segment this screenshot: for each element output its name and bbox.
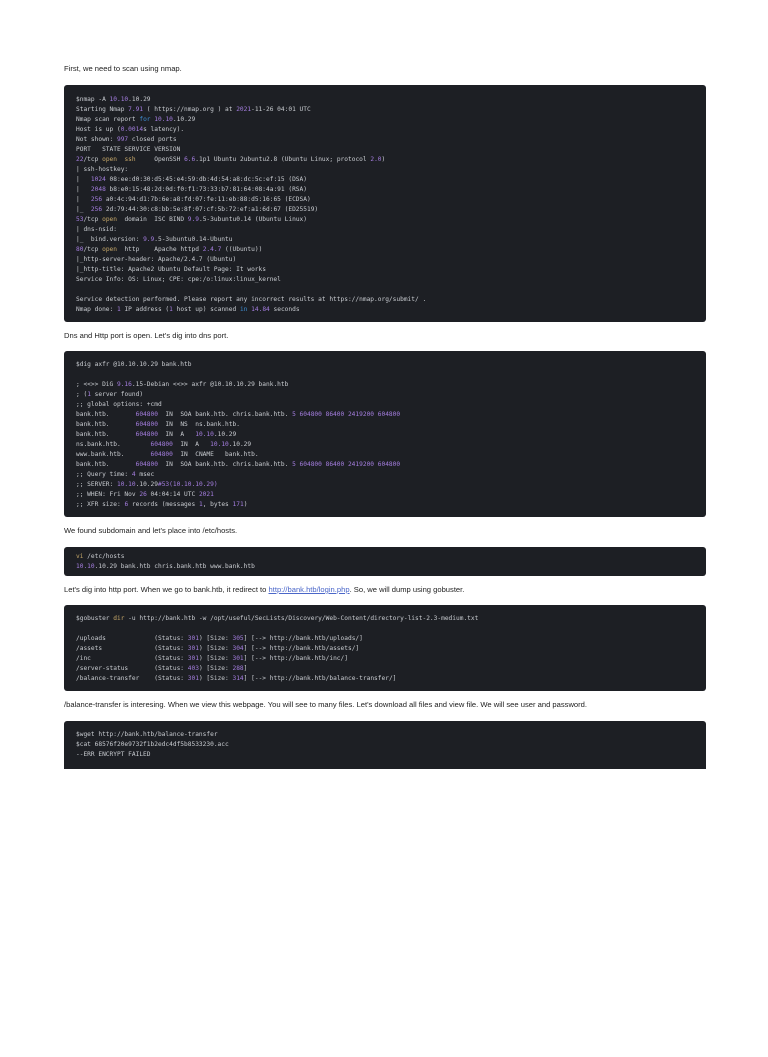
code-token: /etc/hosts bbox=[83, 553, 125, 560]
code-token: 2.0 bbox=[370, 156, 382, 163]
code-token: 80 bbox=[76, 246, 84, 253]
code-token: 08:ee:d0:30:d5:45:e4:59:db:4d:54:a8:dc:5c:ef:15 (DSA) bbox=[105, 176, 307, 183]
code-token: $wget http://bank.htb/balance-transfer bbox=[76, 731, 218, 738]
code-token: IN CNAME bank.htb. bbox=[172, 451, 259, 458]
code-token: ;; WHEN: Fri Nov bbox=[76, 491, 140, 498]
code-token: | bbox=[76, 186, 91, 193]
code-token: 1 bbox=[198, 501, 203, 508]
code-line bbox=[76, 215, 694, 225]
code-token: ] [--> http://bank.htb/inc/] bbox=[243, 655, 348, 662]
code-token: ) [Size: bbox=[198, 665, 233, 672]
code-token: 2021 bbox=[198, 491, 214, 498]
code-line bbox=[76, 235, 694, 245]
code-token: open bbox=[102, 246, 117, 253]
code-token: --ERR ENCRYPT FAILED bbox=[76, 751, 151, 758]
code-token: | ssh-hostkey: bbox=[76, 166, 129, 173]
code-line bbox=[76, 450, 694, 460]
code-token: Not shown: bbox=[76, 136, 117, 143]
code-token: 604800 bbox=[150, 451, 173, 458]
code-token: ;; SERVER: bbox=[76, 481, 117, 488]
code-line bbox=[76, 95, 694, 105]
code-line bbox=[76, 634, 694, 644]
code-line bbox=[76, 205, 694, 215]
code-line bbox=[76, 165, 694, 175]
code-token: 304 bbox=[232, 645, 244, 652]
code-token: Service Info: OS: Linux; CPE: cpe:/o:linux:linux_kernel bbox=[76, 276, 281, 283]
code-token: .10.29 bbox=[213, 431, 237, 438]
code-line bbox=[76, 105, 694, 115]
code-token: 10.10 bbox=[116, 481, 136, 488]
code-token: .15-Debian <<>> axfr @10.10.10.29 bank.htb bbox=[131, 381, 289, 388]
code-token: .10.29 bbox=[135, 481, 158, 488]
code-token: Service detection performed. Please report any incorrect results at https://nmap.org/submit/ . bbox=[76, 296, 427, 303]
code-token: .10.29 bbox=[172, 116, 196, 123]
code-token: b8:e0:15:48:2d:0d:f0:f1:73:33:b7:81:64:08:4a:91 (RSA) bbox=[105, 186, 307, 193]
code-line bbox=[76, 135, 694, 145]
code-line bbox=[76, 480, 694, 490]
code-token: IN A bbox=[157, 431, 196, 438]
code-token: in bbox=[239, 306, 248, 313]
code-token: 1 bbox=[169, 306, 173, 313]
code-token: IP address ( bbox=[120, 306, 170, 313]
article bbox=[0, 63, 768, 769]
code-line bbox=[76, 730, 694, 740]
code-token: a0:4c:94:d1:7b:6e:a8:fd:07:fe:11:eb:88:d5:16:65 (ECDSA) bbox=[102, 196, 311, 203]
code-line bbox=[76, 430, 694, 440]
code-token: 288 bbox=[232, 665, 244, 672]
code-token: s latency). bbox=[143, 126, 185, 133]
code-token: 301 bbox=[187, 675, 199, 682]
code-token: for bbox=[139, 116, 151, 123]
code-block-wget bbox=[64, 721, 706, 769]
code-line bbox=[76, 674, 694, 684]
code-token: 26 bbox=[139, 491, 147, 498]
code-token: ) [Size: bbox=[198, 635, 233, 642]
code-token: http Apache httpd bbox=[117, 246, 203, 253]
code-token: /server-status (Status: bbox=[76, 665, 188, 672]
code-token: ( https://nmap.org ) at bbox=[143, 106, 237, 113]
code-token: $nmap -A bbox=[76, 96, 110, 103]
code-token: -u http://bank.htb -w /opt/useful/SecLists/Discovery/Web-Content/directory-list-2.3-medium.txt bbox=[124, 615, 479, 622]
code-token: 305 bbox=[232, 635, 244, 642]
code-token: 604800 bbox=[135, 461, 158, 468]
code-token: 314 bbox=[232, 675, 244, 682]
code-token: 2021 bbox=[236, 106, 252, 113]
code-token: IN NS ns.bank.htb. bbox=[157, 421, 240, 428]
code-token: .10.29 bbox=[228, 441, 252, 448]
paragraph-nmap-intro: First, we need to scan using nmap. bbox=[64, 64, 182, 73]
code-token: 301 bbox=[187, 645, 199, 652]
paragraph-balance-transfer: /balance-transfer is interesing. When we view this webpage. You will see to many files. Let's download all files and view file. We will see user and password. bbox=[64, 700, 588, 709]
code-token: 9.9 bbox=[143, 236, 155, 243]
code-token: ssh bbox=[124, 156, 136, 163]
code-token: ] [--> http://bank.htb/balance-transfer/] bbox=[243, 675, 397, 682]
code-token: 2.4.7 bbox=[202, 246, 222, 253]
code-token: ((Ubuntu)) bbox=[221, 246, 263, 253]
code-line bbox=[76, 562, 694, 572]
code-token: ;; Query time: bbox=[76, 471, 132, 478]
code-token: www.bank.htb. bbox=[76, 451, 151, 458]
code-line bbox=[76, 664, 694, 674]
code-token: OpenSSH bbox=[135, 156, 185, 163]
code-token: ) [Size: bbox=[198, 675, 233, 682]
code-token: .1p1 Ubuntu 2ubuntu2.8 (Ubuntu Linux; protocol bbox=[195, 156, 371, 163]
code-line bbox=[76, 614, 694, 624]
code-line bbox=[76, 245, 694, 255]
code-token: | bbox=[76, 196, 91, 203]
code-token: ] [--> http://bank.htb/uploads/] bbox=[243, 635, 363, 642]
code-token: 22 bbox=[76, 156, 84, 163]
code-token: 5 604800 86400 2419200 604800 bbox=[292, 461, 401, 468]
code-token: /inc (Status: bbox=[76, 655, 188, 662]
paragraph-text: . So, we will dump using gobuster. bbox=[349, 585, 465, 594]
code-line bbox=[76, 225, 694, 235]
code-token: server found) bbox=[90, 391, 144, 398]
code-token: 9.16 bbox=[116, 381, 132, 388]
code-line bbox=[76, 500, 694, 510]
code-token: open bbox=[102, 216, 117, 223]
code-token: ) bbox=[243, 501, 248, 508]
code-token: host up) scanned bbox=[172, 306, 240, 313]
code-token: 604800 bbox=[150, 441, 173, 448]
code-token: ) [Size: bbox=[198, 645, 233, 652]
code-token: 53 bbox=[76, 216, 84, 223]
code-token: bank.htb. bbox=[76, 411, 136, 418]
code-token: 604800 bbox=[135, 411, 158, 418]
code-line bbox=[76, 624, 694, 634]
code-line bbox=[76, 440, 694, 450]
code-line bbox=[76, 750, 694, 760]
code-token: $gobuster bbox=[76, 615, 114, 622]
code-token: , bytes bbox=[202, 501, 233, 508]
code-token: 9.9 bbox=[187, 216, 199, 223]
paragraph-dns-intro: Dns and Http port is open. Let's dig into dns port. bbox=[64, 331, 229, 340]
code-token: .10.29 bank.htb chris.bank.htb www.bank.htb bbox=[94, 563, 255, 570]
code-token: ; ( bbox=[76, 391, 88, 398]
code-line bbox=[76, 644, 694, 654]
code-token: | bbox=[76, 176, 91, 183]
code-line bbox=[76, 400, 694, 410]
code-token: 997 bbox=[116, 136, 129, 143]
code-token: 0.0014 bbox=[120, 126, 144, 133]
code-token: bank.htb. bbox=[76, 431, 136, 438]
code-token: msec bbox=[135, 471, 155, 478]
code-line bbox=[76, 490, 694, 500]
code-token: 256 bbox=[90, 196, 103, 203]
code-line bbox=[76, 255, 694, 265]
code-line bbox=[76, 470, 694, 480]
code-token: 10.10 bbox=[210, 441, 229, 448]
code-token: .5-3ubuntu0.14 (Ubuntu Linux) bbox=[198, 216, 307, 223]
code-token: PORT STATE SERVICE VERSION bbox=[76, 146, 181, 153]
code-token: 1024 bbox=[90, 176, 106, 183]
code-line bbox=[76, 125, 694, 135]
code-token: vi bbox=[76, 553, 84, 560]
code-token: $dig axfr @10.10.10.29 bank.htb bbox=[76, 361, 192, 368]
code-token: .10.29 bbox=[128, 96, 151, 103]
code-line bbox=[76, 195, 694, 205]
code-block-gobuster bbox=[64, 605, 706, 691]
code-token: |_ bbox=[76, 206, 91, 213]
code-token: closed ports bbox=[128, 136, 177, 143]
code-token: -11-26 04:01 UTC bbox=[251, 106, 311, 113]
code-token: 301 bbox=[187, 655, 199, 662]
code-line bbox=[76, 370, 694, 380]
code-token: 10.10 bbox=[154, 116, 173, 123]
code-line bbox=[76, 185, 694, 195]
code-token: 171 bbox=[232, 501, 244, 508]
code-token: 604800 bbox=[135, 421, 158, 428]
code-token: /tcp bbox=[83, 216, 103, 223]
code-line bbox=[76, 115, 694, 125]
code-token: .5-3ubuntu0.14-Ubuntu bbox=[154, 236, 233, 243]
code-token: Nmap done: bbox=[76, 306, 117, 313]
code-line bbox=[76, 275, 694, 285]
code-token: 4 bbox=[131, 471, 136, 478]
code-token: 10.10 bbox=[76, 563, 95, 570]
code-token: ;; XFR size: bbox=[76, 501, 125, 508]
code-line bbox=[76, 155, 694, 165]
code-token: Host is up ( bbox=[76, 126, 121, 133]
code-token: 6.6 bbox=[184, 156, 196, 163]
code-token: 301 bbox=[187, 635, 199, 642]
code-line bbox=[76, 460, 694, 470]
paragraph-text: Let's dig into http port. When we go to bank.htb, it redirect to bbox=[64, 585, 269, 594]
code-token: ns.bank.htb. bbox=[76, 441, 151, 448]
code-token: 301 bbox=[232, 655, 244, 662]
code-block-hosts bbox=[64, 547, 706, 576]
code-line bbox=[76, 552, 694, 562]
code-token: 10.10 bbox=[109, 96, 129, 103]
code-line bbox=[76, 265, 694, 275]
code-token: Nmap scan report bbox=[76, 116, 140, 123]
paragraph-http-intro bbox=[64, 584, 706, 595]
code-line bbox=[76, 295, 694, 305]
code-line bbox=[76, 740, 694, 750]
code-token: |_ bind.version: bbox=[76, 236, 144, 243]
code-token: ] [--> http://bank.htb/assets/] bbox=[243, 645, 360, 652]
code-token: 2d:79:44:30:c8:bb:5e:8f:07:cf:5b:72:ef:a1:6d:67 (ED25519) bbox=[102, 206, 319, 213]
code-token: 1 bbox=[87, 391, 91, 398]
code-token: IN A bbox=[172, 441, 211, 448]
code-line bbox=[76, 285, 694, 295]
code-token: IN SOA bank.htb. chris.bank.htb. bbox=[157, 461, 293, 468]
code-line bbox=[76, 420, 694, 430]
code-line bbox=[76, 360, 694, 370]
code-token: bank.htb. bbox=[76, 461, 136, 468]
code-block-dig bbox=[64, 351, 706, 517]
code-token: /assets (Status: bbox=[76, 645, 188, 652]
code-token: IN SOA bank.htb. chris.bank.htb. bbox=[157, 411, 293, 418]
code-line bbox=[76, 305, 694, 315]
code-token: 1 bbox=[116, 306, 121, 313]
code-token: |_http-server-header: Apache/2.4.7 (Ubuntu) bbox=[76, 256, 237, 263]
code-token: domain ISC BIND bbox=[117, 216, 188, 223]
code-token: $cat 68576f20e9732f1b2edc4df5b8533230.acc bbox=[76, 741, 229, 748]
code-token: 6 bbox=[124, 501, 129, 508]
code-token: open bbox=[102, 156, 117, 163]
code-token: 403 bbox=[187, 665, 199, 672]
code-token: ] bbox=[243, 665, 248, 672]
login-page-link[interactable]: http://bank.htb/login.php bbox=[268, 585, 350, 594]
code-token: ) [Size: bbox=[198, 655, 233, 662]
code-token: 5 604800 86400 2419200 604800 bbox=[292, 411, 401, 418]
code-line bbox=[76, 410, 694, 420]
code-token: 604800 bbox=[135, 431, 158, 438]
code-token: 256 bbox=[90, 206, 103, 213]
code-token: ; <<>> DiG bbox=[76, 381, 117, 388]
code-token: 14.84 bbox=[251, 306, 270, 313]
code-token: 04:04:14 UTC bbox=[146, 491, 199, 498]
code-token: ;; global options: +cmd bbox=[76, 401, 162, 408]
code-token: /tcp bbox=[83, 246, 103, 253]
code-line bbox=[76, 654, 694, 664]
code-line bbox=[76, 380, 694, 390]
code-block-nmap bbox=[64, 85, 706, 322]
code-token: records (messages bbox=[128, 501, 199, 508]
code-token: 7.91 bbox=[128, 106, 144, 113]
code-token: /uploads (Status: bbox=[76, 635, 188, 642]
code-token: bank.htb. bbox=[76, 421, 136, 428]
code-token: /tcp bbox=[83, 156, 103, 163]
code-token: 10.10 bbox=[195, 431, 214, 438]
code-token: #53(10.10.10.29) bbox=[157, 481, 218, 488]
code-token: ) bbox=[381, 156, 386, 163]
code-token: Starting Nmap bbox=[76, 106, 129, 113]
code-token: | dns-nsid: bbox=[76, 226, 117, 233]
code-token: dir bbox=[113, 615, 125, 622]
code-token: seconds bbox=[269, 306, 300, 313]
code-token: 2048 bbox=[90, 186, 106, 193]
code-line bbox=[76, 390, 694, 400]
code-line bbox=[76, 145, 694, 155]
code-line bbox=[76, 175, 694, 185]
paragraph-hosts-intro: We found subdomain and let's place into /etc/hosts. bbox=[64, 526, 238, 535]
code-token: |_http-title: Apache2 Ubuntu Default Page: It works bbox=[76, 266, 266, 273]
code-token: /balance-transfer (Status: bbox=[76, 675, 188, 682]
